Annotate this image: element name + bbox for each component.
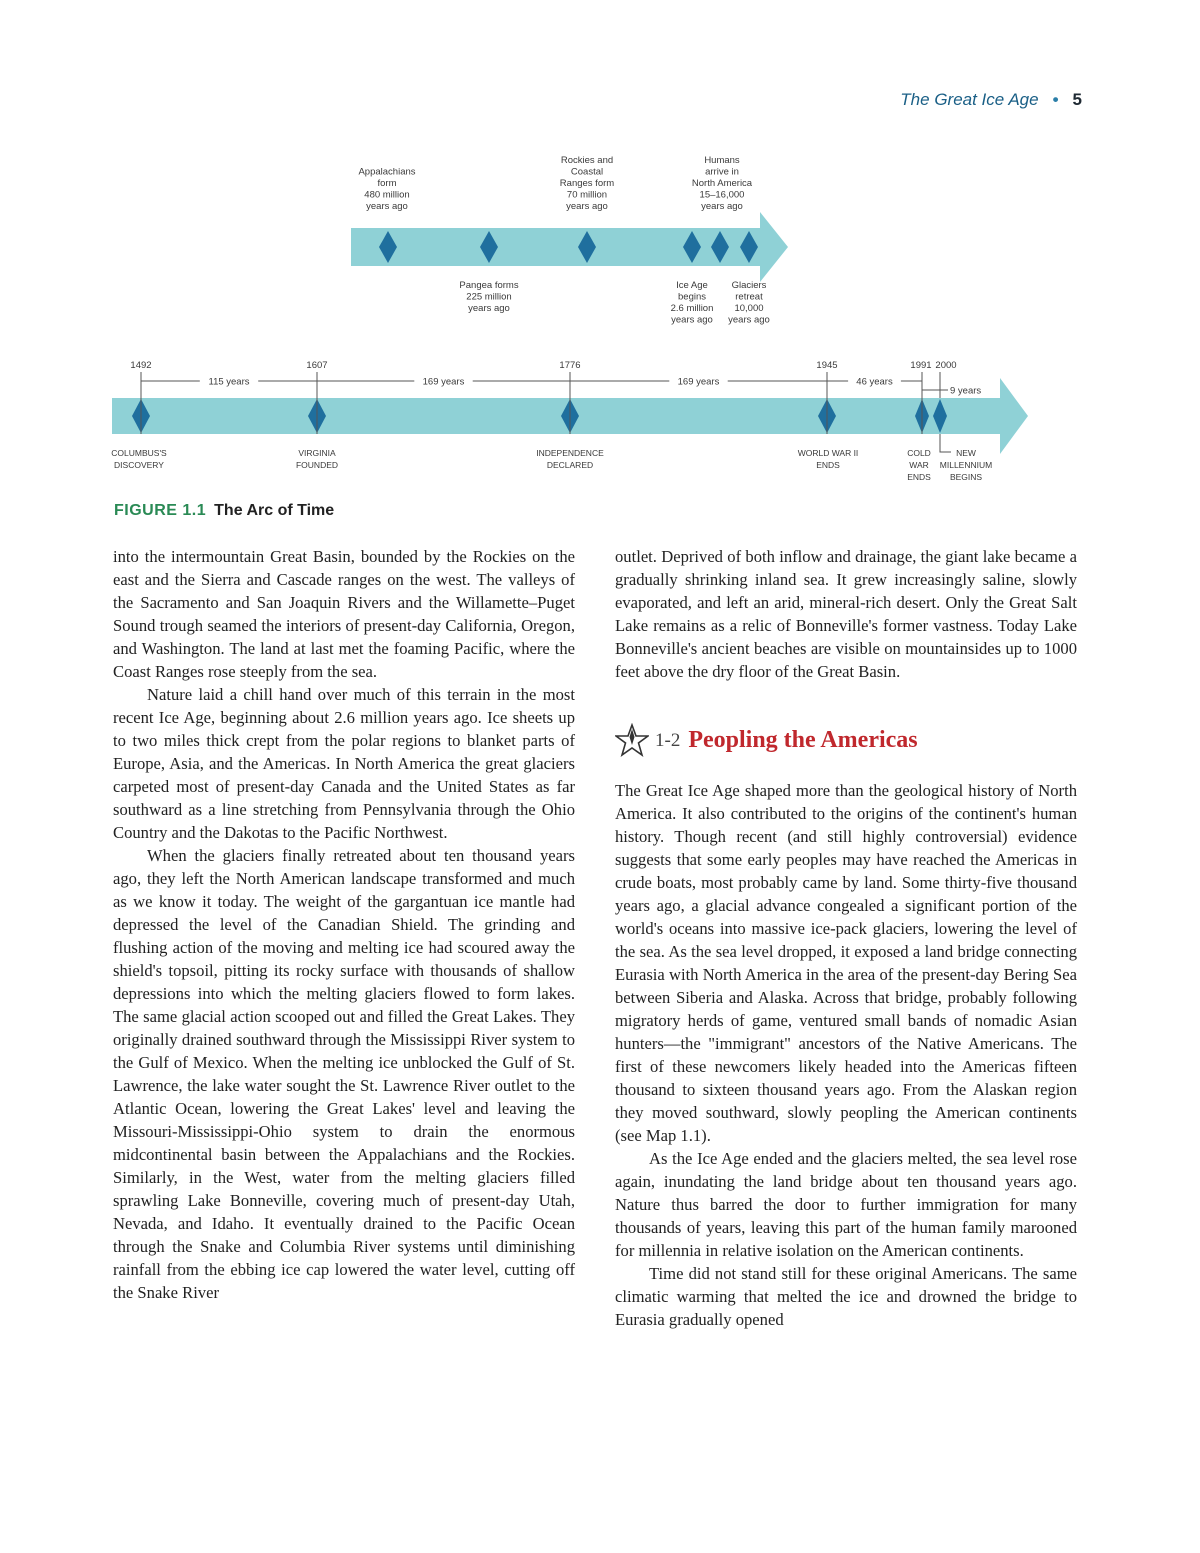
timeline-event-label: Glaciers retreat 10,000 years ago xyxy=(728,280,770,326)
timeline-event-label: Humans arrive in North America 15–16,000 years ago xyxy=(691,155,753,212)
body-paragraph: The Great Ice Age shaped more than the geological history of North America. It also contributed to the origins of the continent's human history. Though recent (and still highly controversial) evidence suggests that some early peoples may have reached the Americas in crude boats, most probably came by land. Some thirty-five thousand years ago, a glacial advance congealed a significant portion of the world's oceans into massive ice-pack glaciers, lowering the level of the sea. As the sea level dropped, it exposed a land bridge connecting Eurasia with North America in the area of the present-day Bering Sea between Siberia and Alaska. Across that bridge, probably following migratory herds of game, ventured small bands of nomadic Asian hunters—the "immigrant" ancestors of the Native Americans. The first of these newcomers likely headed into the Americas fifteen thousand to sixteen thousand years ago. From the Alaskan region they moved southward, slowly peopling the American continents (see Map 1.1). xyxy=(615,781,1077,1145)
lower-timeline xyxy=(111,360,1028,482)
timeline-year: 1991 xyxy=(910,360,932,371)
timeline-event-label: Rockies and Coastal Ranges form 70 million years ago xyxy=(559,155,615,212)
section-title: Peopling the Americas xyxy=(688,726,918,753)
timeline-span-label: 169 years xyxy=(677,376,720,388)
section-heading xyxy=(615,723,1077,757)
figure-label: FIGURE 1.1 xyxy=(114,502,207,519)
body-paragraph: Time did not stand still for these original Americans. The same climatic warming that melted the ice and drowned the bridge to Eurasia gradually opened xyxy=(615,1264,1077,1329)
figure-title: The Arc of Time xyxy=(214,502,335,519)
body-paragraph: When the glaciers finally retreated about ten thousand years ago, they left the North American landscape transformed and much as we know it today. The weight of the gargantuan ice mantle had depressed the level of the Canadian Shield. The grinding and flushing action of the moving and melting ice had scoured away the shield's topsoil, pitting its rocky surface with thousands of shallow depressions into which the melting glaciers flowed to form lakes. The same glacial action scooped out and filled the Great Lakes. They originally drained southward through the Mississippi River system to the Gulf of Mexico. When the melting ice unblocked the Gulf of St. Lawrence, the lake water sought the St. Lawrence River outlet to the Atlantic Ocean, lowering the Great Lakes' level and leaving the Missouri-Mississippi-Ohio system to drain the enormous midcontinental basin between the Appalachians and the Rockies. Similarly, in the West, water from the melting glaciers filled sprawling Lake Bonneville, covering much of present-day Utah, Nevada, and Idaho. It eventually drained to the Pacific Ocean through the Snake and Columbia River systems until diminishing rainfall from the ebbing ice cap lowered the water level, cutting off the Snake River xyxy=(113,846,575,1302)
timeline-event-label: COLUMBUS'S DISCOVERY xyxy=(111,448,167,470)
running-head-title: The Great Ice Age xyxy=(900,90,1039,109)
page-number: 5 xyxy=(1072,90,1082,109)
running-head-bullet: • xyxy=(1052,90,1059,109)
timeline-connector xyxy=(940,434,951,452)
section-number: 1-2 xyxy=(655,729,681,751)
timeline-event-label: Pangea forms 225 million years ago xyxy=(459,280,519,314)
left-column xyxy=(113,545,575,1304)
timeline-year: 2000 xyxy=(935,360,957,371)
timeline-span-label: 9 years xyxy=(950,385,982,397)
timeline-year: 1492 xyxy=(130,360,152,371)
timeline-span-label: 115 years xyxy=(208,376,250,388)
timeline-event-label: VIRGINIA FOUNDED xyxy=(295,448,339,470)
right-column xyxy=(615,545,1077,1331)
timeline-year: 1945 xyxy=(816,360,838,371)
timeline-span-label: 46 years xyxy=(856,376,893,388)
figure-caption xyxy=(114,502,334,520)
timeline-year: 1607 xyxy=(306,360,328,371)
star-icon xyxy=(615,723,649,757)
arc-of-time-figure xyxy=(0,0,1200,500)
body-paragraph: into the intermountain Great Basin, bounded by the Rockies on the east and the Sierra and Cascade ranges on the west. The valleys of the Sacramento and San Joaquin Rivers and the Willamette–Puget Sound trough seamed the interiors of present-day California, Oregon, and Washington. The land at last met the foaming Pacific, where the Coast Ranges rose steeply from the sea. xyxy=(113,547,575,681)
timeline-event-label: INDEPENDENCE DECLARED xyxy=(536,448,604,470)
timeline-event-label: Ice Age begins 2.6 million years ago xyxy=(670,280,714,326)
timeline-event-label: Appalachians form 480 million years ago xyxy=(358,166,416,212)
upper-timeline xyxy=(351,155,788,326)
body-paragraph: outlet. Deprived of both inflow and drainage, the giant lake became a gradually shrinking inland sea. It grew increasingly saline, slowly evaporated, and left an arid, mineral-rich desert. Only the Great Salt Lake remains as a relic of Bonneville's former vastness. Today Lake Bonneville's ancient beaches are visible on mountainsides up to 1000 feet above the dry floor of the Great Basin. xyxy=(615,547,1077,681)
body-paragraph: Nature laid a chill hand over much of this terrain in the most recent Ice Age, beginning about 2.6 million years ago. Ice sheets up to two miles thick crept from the polar regions to blanket parts of Europe, Asia, and the Americas. In North America the great glaciers carpeted most of present-day Canada and the United States as far southward as a line stretching from Pennsylvania through the Ohio Country and the Dakotas to the Pacific Northwest. xyxy=(113,685,575,842)
timeline-event-label: WORLD WAR II ENDS xyxy=(797,448,859,470)
timeline-year: 1776 xyxy=(559,360,581,371)
timeline-span-label: 169 years xyxy=(422,376,465,388)
body-paragraph: As the Ice Age ended and the glaciers melted, the sea level rose again, inundating the land bridge about ten thousand years ago. Nature thus barred the door to further immigration for many thousands of years, leaving this part of the human family marooned for millennia in relative isolation on the American continents. xyxy=(615,1149,1077,1260)
timeline-event-label: COLD WAR ENDS xyxy=(907,448,931,482)
timeline-event-label: NEW MILLENNIUM BEGINS xyxy=(939,448,993,482)
